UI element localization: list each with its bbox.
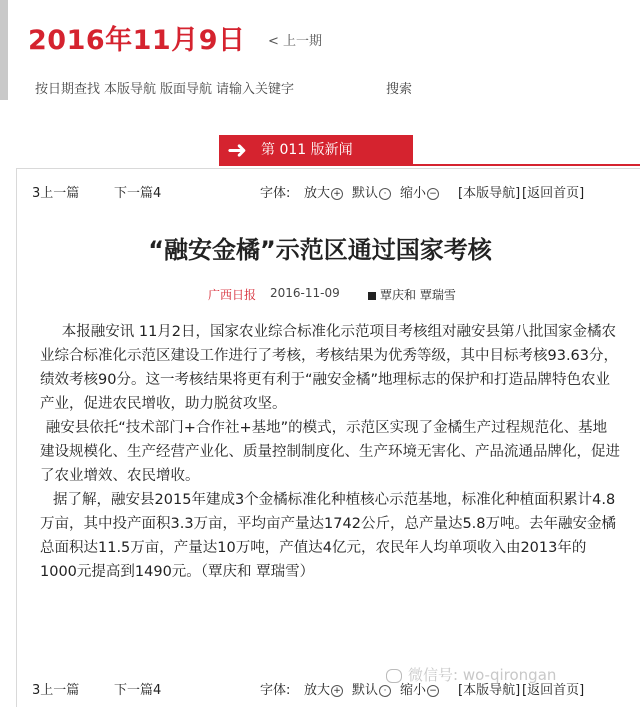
footer-font-bigger-label: 放大: [304, 683, 331, 698]
wechat-icon: [386, 669, 402, 683]
issue-date: 2016年11月9日: [28, 25, 246, 56]
article-body: [40, 320, 620, 584]
footer-font-smaller-label: 缩小: [400, 683, 427, 698]
article-title: “融安金橘”示范区通过国家考核: [148, 236, 492, 264]
prev-issue-link[interactable]: < 上一期: [268, 34, 323, 49]
article-paragraph: [40, 320, 620, 416]
footer-font-bigger-button[interactable]: [304, 679, 343, 698]
arrow-right-icon: ➜: [227, 136, 248, 164]
paragraph-text: 融安县依托“技术部门+合作社+基地”的模式，示范区实现了金橘生产过程规范化、基地建设规模化、生产经营产业化、质量控制制度化、生产环境无害化、产品流通品牌化，促进了农业增效、农民增收。: [40, 420, 620, 484]
footer-home-link[interactable]: [返回首页]: [522, 683, 585, 698]
paragraph-text: 本报融安讯 11月2日，国家农业综合标准化示范项目考核组对融安县第八批国家金橘农业综合标准化示范区建设工作进行了考核，考核结果为优秀等级，其中目标考核93.63分，绩效考核90分。这一考核结果将更有利于“融安金橘”地理标志的保护和打造品牌特色农业产业，促进农民增收，助力脱贫攻坚。: [40, 324, 619, 412]
square-bullet-icon: [368, 292, 376, 300]
next-article-link[interactable]: 下一篇4: [114, 186, 162, 201]
section-banner: [219, 135, 413, 165]
font-label: 字体:: [260, 186, 291, 201]
paragraph-text: 据了解，融安县2015年建成3个金橘标准化种植核心示范基地，标准化种植面积累计4.8万亩，其中投产面积3.3万亩，平均亩产量达1742公斤，总产量达5.8万吨。去年融安金橘总面积达11.5万亩，产量达10万吨，产值达4亿元，农民年人均单项收入由2013年的1000元提高到1490元。（覃庆和 覃瑞雪）: [40, 492, 617, 580]
section-label: 第 011 版新闻: [261, 142, 353, 158]
keyword-input[interactable]: 请输入关键字: [216, 82, 295, 97]
dot-icon: ·: [379, 188, 391, 200]
dot-icon: ·: [379, 685, 391, 697]
byline: [0, 286, 640, 306]
plus-icon: +: [331, 188, 343, 200]
footer-font-default-label: 默认: [352, 683, 379, 698]
watermark-text: 微信号: wo-qirongan: [408, 666, 557, 684]
minus-icon: −: [427, 685, 439, 697]
footer-page-nav-link[interactable]: [本版导航]: [458, 683, 521, 698]
footer-font-label: 字体:: [260, 683, 291, 698]
page-nav-bracket-link[interactable]: [本版导航]: [458, 186, 521, 201]
plus-icon: +: [331, 685, 343, 697]
article-authors: [368, 286, 456, 303]
article-date: 2016-11-09: [270, 286, 340, 300]
font-bigger-button[interactable]: [304, 182, 343, 201]
prev-article-link[interactable]: 3上一篇: [32, 186, 80, 201]
page-nav-link[interactable]: 本版导航: [104, 82, 157, 97]
search-button[interactable]: 搜索: [386, 82, 413, 97]
article-paragraph: [40, 488, 620, 584]
authors-text: 覃庆和 覃瑞雪: [380, 288, 456, 302]
font-smaller-button[interactable]: [400, 182, 439, 201]
article-toolbar: [0, 182, 640, 202]
left-scroll-strip: [0, 0, 8, 100]
article-source[interactable]: 广西日报: [208, 288, 257, 302]
font-default-button[interactable]: [352, 182, 391, 201]
nav-row: [35, 78, 298, 97]
layout-nav-link[interactable]: 版面导航: [160, 82, 213, 97]
font-bigger-label: 放大: [304, 186, 331, 201]
font-smaller-label: 缩小: [400, 186, 427, 201]
footer-next-article-link[interactable]: 下一篇4: [114, 683, 162, 698]
article-paragraph: [40, 416, 620, 488]
font-default-label: 默认: [352, 186, 379, 201]
by-date-link[interactable]: 按日期查找: [35, 82, 101, 97]
wechat-watermark: [386, 664, 556, 685]
home-link[interactable]: [返回首页]: [522, 186, 585, 201]
minus-icon: −: [427, 188, 439, 200]
footer-prev-article-link[interactable]: 3上一篇: [32, 683, 80, 698]
